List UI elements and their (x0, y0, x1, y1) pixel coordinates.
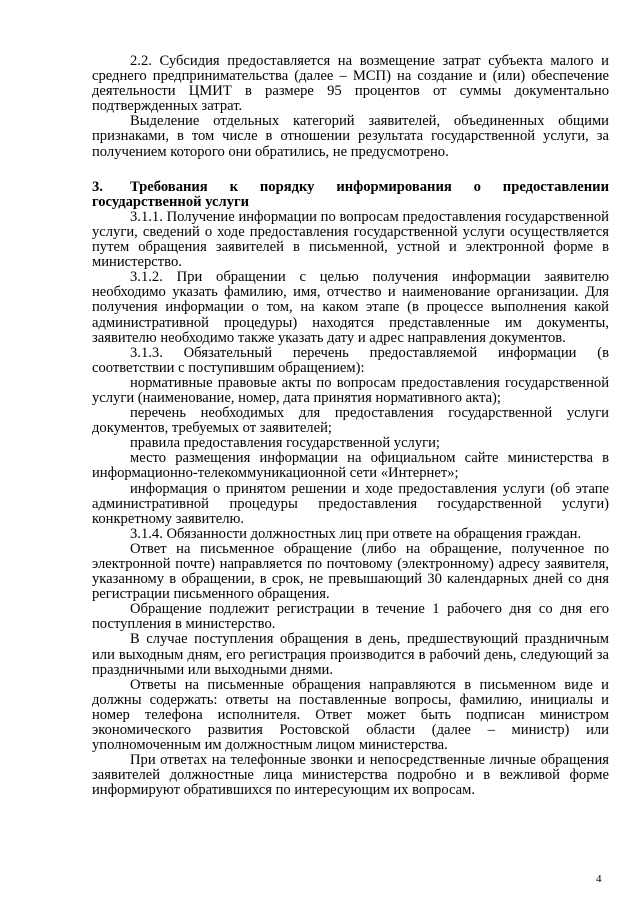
paragraph-reply-content: Ответы на письменные обращения направляются в письменном виде и должны содержать: ответы на поставленные вопросы, фамилию, инициалы и номер телефона исполнителя. Ответ может быть подписан министром экономического развития Ростовской области (далее – министр) или уполномоченным им должностным лицом министерства. (92, 676, 609, 754)
list-item-decision-info: информация о принятом решении и ходе предоставления услуги (об этапе административной процедуры предоставления государственной услуги) конкретному заявителю. (92, 480, 609, 527)
section-3-number: 3. (92, 178, 103, 195)
list-item-documents: перечень необходимых для предоставления государственной услуги документов, требуемых от заявителей; (92, 405, 609, 437)
paragraph-2-2: 2.2. Субсидия предоставляется на возмещение затрат субъекта малого и среднего предпринимательства (далее – МСП) на создание и (или) обеспечение деятельности ЦМИТ в размере 95 процентов от суммы документально подтвержденных затрат. (92, 53, 609, 115)
list-item-rules: правила предоставления государственной услуги; (130, 435, 440, 452)
list-item-website: место размещения информации на официальном сайте министерства в информационно-телекоммуникационной сети «Интернет»; (92, 450, 609, 482)
paragraph-3-1-2: 3.1.2. При обращении с целью получения информации заявителю необходимо указать фамилию, имя, отчество и наименование организации. Для получения информации о том, на каком этапе (в процессе выполнения какой административной процедуры) находятся представленные им документы, заявителю необходимо также указать дату и адрес направления документов. (92, 269, 609, 346)
paragraph-registration: Обращение подлежит регистрации в течение 1 рабочего дня со дня его поступления в министерство. (92, 601, 609, 633)
page-body (92, 54, 609, 799)
list-item-normative-acts: нормативные правовые акты по вопросам предоставления государственной услуги (наименование, номер, дата принятия нормативного акта); (92, 374, 609, 406)
paragraph-3-1-3: 3.1.3. Обязательный перечень предоставляемой информации (в соответствии с поступившим обращением): (92, 344, 609, 376)
paragraph-3-1-4: 3.1.4. Обязанности должностных лиц при ответе на обращения граждан. (130, 525, 582, 542)
section-3-title: Требования к порядку информирования о предоставлении государственной услуги (92, 178, 609, 210)
paragraph-3-1-1: 3.1.1. Получение информации по вопросам предоставления государственной услуги, сведений о ходе предоставления государственной услуги осуществляется путем обращения заявителей в письменной, устной и электронной форме в министерство. (92, 208, 609, 271)
section-gap (92, 160, 609, 180)
page-number: 4 (596, 873, 602, 885)
section-3-heading (92, 180, 609, 210)
paragraph-categories: Выделение отдельных категорий заявителей, объединенных общими признаками, в том числе в отношении результата государственной услуги, за получением которого они обратились, не предусмотрено. (92, 113, 609, 160)
paragraph-holidays: В случае поступления обращения в день, предшествующий праздничным или выходным дням, его регистрация производится в рабочий день, следующий за праздничными или выходными днями. (92, 631, 609, 678)
paragraph-written-reply: Ответ на письменное обращение (либо на обращение, полученное по электронной почте) направляется по почтовому (электронному) адресу заявителя, указанному в обращении, в срок, не превышающий 30 календарных дней со дня регистрации письменного обращения. (92, 540, 609, 603)
paragraph-phone-calls: При ответах на телефонные звонки и непосредственные личные обращения заявителей должностные лица министерства подробно и в вежливой форме информируют обратившихся по интересующим их вопросам. (92, 752, 609, 799)
